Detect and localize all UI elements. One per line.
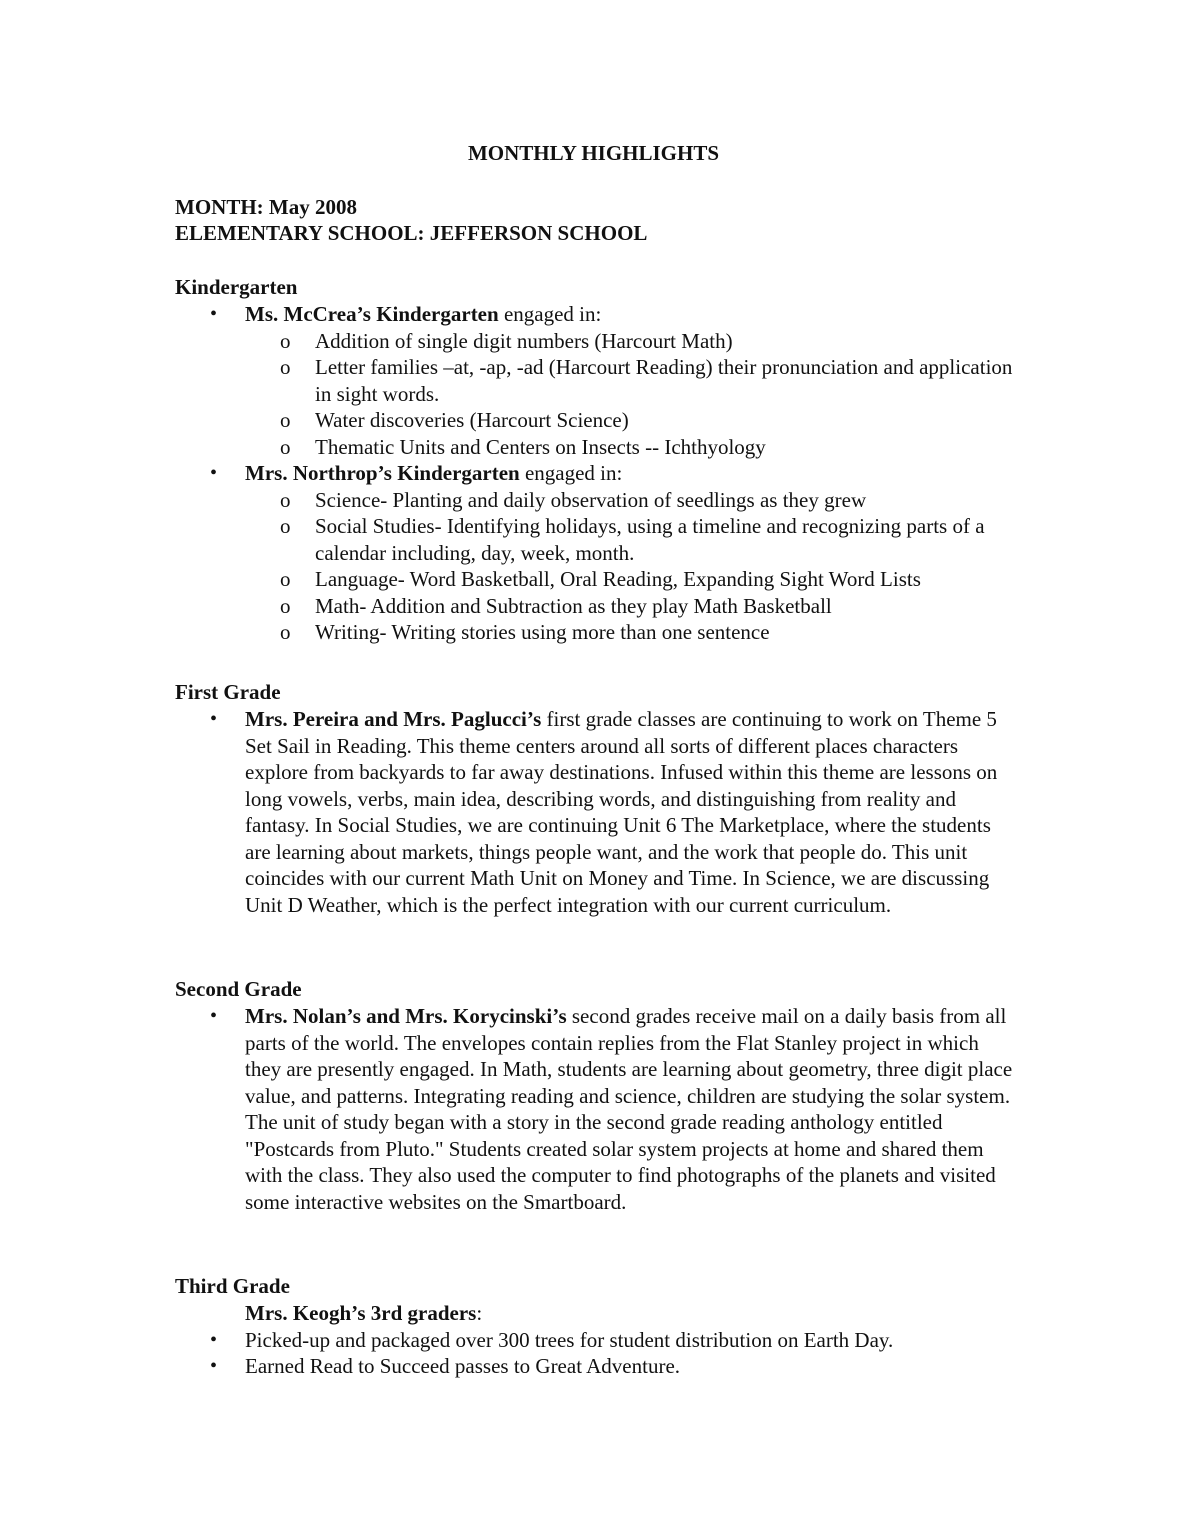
first-grade-heading: First Grade [175,680,281,704]
second-grade-list [175,1003,1015,1215]
list-item [175,1003,1015,1215]
sub-list [245,328,1015,461]
teacher-name: Mrs. Nolan’s and Mrs. Korycinski’s [245,1004,567,1028]
third-grade-teacher-line [175,1300,1015,1327]
second-grade-section [175,976,1015,1215]
list-item: • Earned Read to Succeed passes to Great Adventure. [175,1353,1015,1380]
month-line: MONTH: May 2008 [175,195,357,219]
sub-list-item: o Language- Word Basketball, Oral Reading, Expanding Sight Word Lists [245,566,1015,593]
sub-list-item: o Math- Addition and Subtraction as they play Math Basketball [245,593,1015,620]
teacher-suffix: : [476,1301,483,1325]
teacher-name: Mrs. Pereira and Mrs. Paglucci’s [245,707,542,731]
sub-list [245,487,1015,646]
document-meta [175,194,647,246]
first-grade-section [175,679,1015,918]
school-line: ELEMENTARY SCHOOL: JEFFERSON SCHOOL [175,221,648,245]
paragraph-text: first grade classes are continuing to work on Theme 5 Set Sail in Reading. This theme centers around all sorts of different places characters explore from backyards to far away destinations. Infused within this theme are lessons on long vowels, verbs, main idea, describing words, and distinguishing from reality and fantasy. In Social Studies, we are continuing Unit 6 The Marketplace, where the students are learning about markets, things people want, and the work that people do. This unit coincides with our current Math Unit on Money and Time. In Science, we are discussing Unit D Weather, which is the perfect integration with our current curriculum. [245,707,998,917]
item-suffix: engaged in: [519,461,623,485]
sub-list-item: o Addition of single digit numbers (Harcourt Math) [245,328,1015,355]
first-grade-list [175,706,1015,918]
kindergarten-list [175,301,1015,646]
teacher-name: Mrs. Keogh’s 3rd graders [245,1301,477,1325]
third-grade-heading: Third Grade [175,1274,290,1298]
teacher-name: Mrs. Northrop’s Kindergarten [245,461,520,485]
kindergarten-heading: Kindergarten [175,275,298,299]
sub-list-item: o Thematic Units and Centers on Insects -- Ichthyology [245,434,1015,461]
sub-list-item: o Letter families –at, -ap, -ad (Harcourt Reading) their pronunciation and application in sight words. [245,354,1015,407]
sub-list-item: o Science- Planting and daily observation of seedlings as they grew [245,487,1015,514]
kindergarten-section [175,274,1015,646]
list-item [175,706,1015,918]
sub-list-item: o Social Studies- Identifying holidays, using a timeline and recognizing parts of a calendar including, day, week, month. [245,513,1015,566]
page-title: MONTHLY HIGHLIGHTS [467,141,720,165]
third-grade-section [175,1273,1015,1380]
second-grade-heading: Second Grade [175,977,302,1001]
item-suffix: engaged in: [498,302,602,326]
paragraph-text: second grades receive mail on a daily basis from all parts of the world. The envelopes contain replies from the Flat Stanley project in which they are presently engaged. In Math, students are learning about geometry, three digit place value, and patterns. Integrating reading and science, children are studying the solar system. The unit of study began with a story in the second grade reading anthology entitled "Postcards from Pluto." Students created solar system projects at home and shared them with the class. They also used the computer to find photographs of the planets and visited some interactive websites on the Smartboard. [245,1004,1013,1214]
list-item: • Picked-up and packaged over 300 trees for student distribution on Earth Day. [175,1327,1015,1354]
third-grade-list [175,1327,1015,1380]
sub-list-item: o Writing- Writing stories using more than one sentence [245,619,1015,646]
sub-list-item: o Water discoveries (Harcourt Science) [245,407,1015,434]
teacher-name: Ms. McCrea’s Kindergarten [245,302,499,326]
list-item [175,460,1015,646]
list-item [175,301,1015,460]
